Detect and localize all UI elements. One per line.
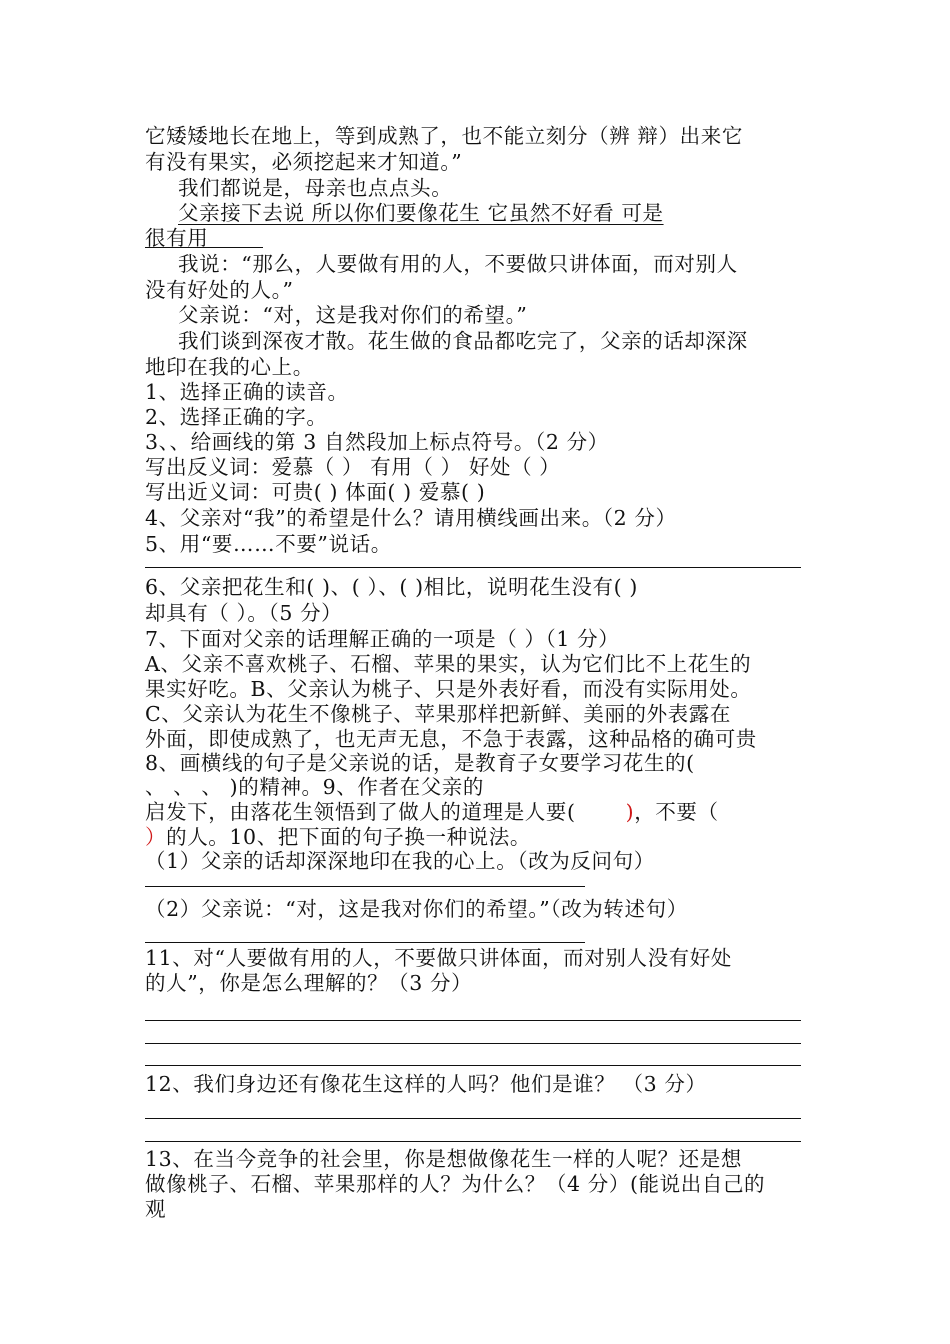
answer-line-q10-2[interactable] [145,942,585,943]
question-5: 5、用“要……不要”说话。 [145,532,392,556]
question-13-line-3: 观 [145,1197,167,1221]
passage-line-9: 我们谈到深夜才散。花生做的食品都吃完了，父亲的话却深深 [178,329,748,353]
passage-line-10: 地印在我的心上。 [145,355,314,379]
passage-line-2: 有没有果实，必须挖起来才知道。” [145,150,463,174]
answer-line-q5[interactable] [145,567,801,568]
passage-line-5: 很有用 [145,226,209,250]
question-2: 2、选择正确的字。 [145,405,328,429]
question-10-line [145,827,531,848]
passage-line-7: 没有好处的人。” [145,278,294,302]
option-a-b-line: 果实好吃。B、父亲认为桃子、只是外表好看，而没有实际用处。 [145,677,752,701]
question-13-line-2: 做像桃子、石榴、苹果那样的人？为什么？（4 分）(能说出自己的 [145,1172,766,1196]
question-9-not: ，不要（ [634,800,719,824]
answer-line-q11-3[interactable] [145,1065,801,1066]
option-c-line-2: 外面，即使成熟了，也无声无息，不急于表露，这种品格的确可贵 [145,727,757,751]
option-a-line-1: A、父亲不喜欢桃子、石榴、苹果的果实，认为它们比不上花生的 [145,652,752,676]
question-12: 12、我们身边还有像花生这样的人吗？他们是谁？ （3 分） [145,1072,707,1096]
question-10-2: （2）父亲说：“对，这是我对你们的希望。”（改为转述句） [145,897,688,921]
question-9-text: 启发下，由落花生领悟到了做人的道理是人要( [145,800,576,824]
passage-underline [145,247,263,248]
question-6-line-2: 却具有（ ）。（5 分） [145,601,343,625]
passage-line-4-underlined: 父亲接下去说 所以你们要像花生 它虽然不好看 可是 [178,201,664,225]
antonym-line: 写出反义词：爱慕（ ） 有用（ ） 好处（ ） [145,455,561,479]
question-4: 4、父亲对“我”的希望是什么？请用横线画出来。（2 分） [145,506,677,530]
passage-line-6: 我说：“那么，人要做有用的人，不要做只讲体面，而对别人 [178,252,738,276]
question-1: 1、选择正确的读音。 [145,380,349,404]
synonym-line: 写出近义词：可贵( ) 体面( ) 爱慕( ) [145,480,486,504]
answer-line-q11-2[interactable] [145,1043,801,1044]
passage-line-3: 我们都说是，母亲也点点头。 [178,176,453,200]
answer-line-q10-1[interactable] [145,886,585,887]
question-13-line-1: 13、在当今竞争的社会里，你是想做像花生一样的人呢？还是想 [145,1147,742,1171]
red-paren-close-2: ） [145,825,167,849]
question-9-line [145,802,719,823]
passage-line-8: 父亲说：“对，这是我对你们的希望。” [178,303,528,327]
question-6-line-1: 6、父亲把花生和( )、( ）、( )相比，说明花生没有( ) [145,575,638,599]
question-3: 3、、给画线的第 3 自然段加上标点符号。（2 分） [145,430,609,454]
answer-line-q12-1[interactable] [145,1118,801,1119]
option-c-line-1: C、父亲认为花生不像桃子、苹果那样把新鲜、美丽的外表露在 [145,702,731,726]
question-7: 7、下面对父亲的话理解正确的一项是（ ）（1 分） [145,627,620,651]
answer-line-q11-1[interactable] [145,1020,801,1021]
passage-line-1: 它矮矮地长在地上，等到成熟了，也不能立刻分（辨 辩）出来它 [145,124,743,148]
question-11-line-2: 的人”，你是怎么理解的？（3 分） [145,971,473,995]
question-11-line-1: 11、对“人要做有用的人，不要做只讲体面，而对别人没有好处 [145,946,732,970]
answer-line-q12-2[interactable] [145,1141,801,1142]
question-10-text: 的人。10、把下面的句子换一种说法。 [166,825,531,849]
question-8-line-1: 8、画横线的句子是父亲说的话，是教育子女要学习花生的( [145,751,695,775]
question-8-9-line: 、 、 、 )的精神。9、作者在父亲的 [145,775,484,799]
red-paren-close: ) [625,800,635,824]
question-10-1: （1）父亲的话却深深地印在我的心上。（改为反问句） [145,849,655,873]
